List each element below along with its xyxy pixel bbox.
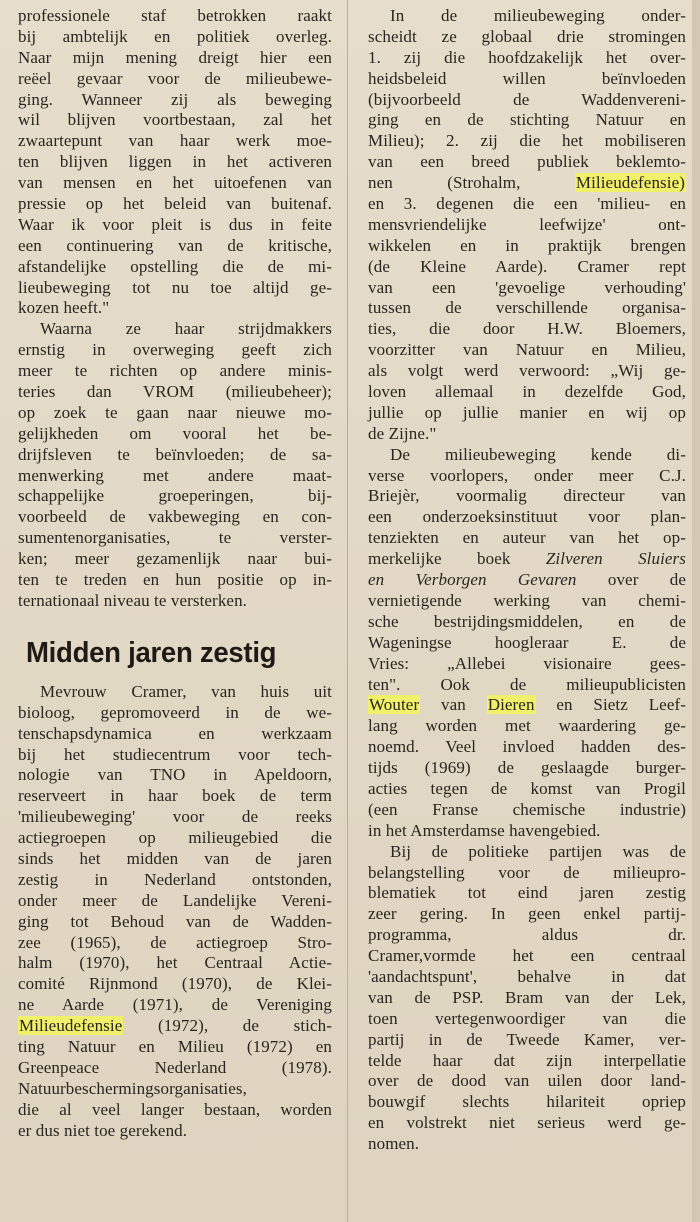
left-paragraph-3 [18, 682, 332, 1016]
article-line: reëel gevaar voor de milieubewe- [18, 68, 332, 88]
article-line: (een Franse chemische industrie) [368, 799, 686, 819]
highlighted-term: Wouter [369, 695, 420, 715]
article-line: als volgt werd verwoord: „Wij ge- [368, 361, 686, 381]
highlighted-term: Dieren [487, 695, 535, 715]
article-line: Mevrouw Cramer, van huis uit [40, 681, 332, 701]
article-line: professionele staf betrokken raakt [18, 6, 332, 25]
article-line: halm (1970), het Centraal Actie- [18, 953, 332, 973]
article-line: onder meer de Landelijke Vereni- [18, 890, 332, 910]
article-line: wil blijven voortbestaan, zal het [18, 110, 332, 130]
article-line: tijds (1969) de geslaagde burger- [368, 758, 686, 778]
article-line: sinds het midden van de jaren [18, 848, 332, 868]
article-line: jullie op jullie manier en wij op [368, 402, 686, 422]
article-line: Wageningse hoogleraar E. de [368, 632, 686, 652]
article-line: ging tot Behoud van de Wadden- [18, 911, 332, 931]
article-line: actiegroepen op milieugebied die [18, 828, 332, 848]
article-line: toen vertegenwoordiger van die [368, 1008, 686, 1028]
left-paragraph-1 [18, 6, 332, 319]
article-line: kozen heeft." [18, 298, 110, 318]
article-line: meer te richten op andere minis- [18, 361, 332, 381]
article-line: ten te treden en hun positie op in- [18, 570, 332, 590]
article-line: Briejèr, voormalig directeur van [368, 486, 686, 506]
article-line: ging en de stichting Natuur en [368, 110, 686, 130]
highlighted-term: Milieudefensie) [575, 173, 685, 193]
right-paragraph-2 [368, 445, 686, 549]
article-line: bij het studiecentrum voor tech- [18, 744, 332, 764]
article-line: Naar mijn mening dreigt hier een [18, 47, 332, 67]
left-column [18, 6, 332, 1141]
article-line: schappelijke groeperingen, bij- [18, 486, 332, 506]
article-line: ternationaal niveau te versterken. [18, 590, 248, 610]
article-line: Greenpeace Nederland (1978). [18, 1057, 332, 1077]
article-line: zee (1965), de actiegroep Stro- [18, 932, 332, 952]
right-paragraph-1 [368, 6, 686, 173]
article-line: Waar ik voor pleit is dus in feite [18, 214, 332, 234]
article-line: tenschapsdynamica en werkzaam [18, 723, 332, 743]
article-line: een continuering van de kritische, [18, 235, 332, 255]
article-line: loven allemaal in dezelfde God, [368, 382, 686, 402]
right-column [368, 6, 686, 1155]
article-line: tenziekten en auteur van het op- [368, 528, 686, 548]
article-line: vernietigende werking van chemi- [368, 590, 686, 610]
article-line: van de PSP. Bram van der Lek, [368, 987, 686, 1007]
article-line: bij ambtelijk en politiek overleg. [18, 26, 332, 46]
article-line: er dus niet toe gerekend. [18, 1120, 188, 1140]
article-line: heidsbeleid willen beïnvloeden [368, 68, 686, 88]
article-line: Natuurbeschermingsorganisaties, [18, 1078, 247, 1098]
book-title: Zilveren Sluiers [545, 549, 686, 569]
article-line: (de Kleine Aarde). Cramer rept [368, 256, 686, 276]
article-line: sche bestrijdingsmiddelen, en de [368, 611, 686, 631]
article-line: Vries: „Allebei visionaire gees- [368, 653, 686, 673]
article-line: nen (Strohalm, Milieudefensie) [368, 173, 685, 193]
section-heading: Midden jaren zestig [26, 636, 277, 669]
highlighted-term: Milieudefensie [19, 1016, 123, 1036]
article-line: over de dood van uilen door land- [368, 1071, 686, 1091]
article-line: lieubeweging tot nu toe altijd ge- [18, 277, 332, 297]
right-paragraph-3 [368, 842, 686, 1155]
left-paragraph-2 [18, 319, 332, 611]
article-line: bouwgif slechts hilariteit opriep [368, 1092, 686, 1112]
article-line: De milieubeweging kende di- [390, 444, 686, 464]
article-line: ten blijven liggen in het activeren [18, 152, 332, 172]
article-line: Wouter van Dieren en Sietz Leef- [369, 695, 686, 715]
article-line: noemd. Veel invloed hadden des- [368, 737, 686, 757]
article-line: 'milieubeweging' voor de reeks [18, 807, 332, 827]
article-line: bioloog, gepromoveerd in de we- [18, 702, 332, 722]
article-line: zwaartepunt van haar werk moe- [18, 131, 332, 151]
article-line: partij in de Tweede Kamer, ver- [368, 1029, 686, 1049]
article-line: wikkelen en in praktijk brengen [368, 235, 686, 255]
article-line: voorzitter van Natuur en Milieu, [368, 340, 686, 360]
article-line: op zoek te gaan naar nieuwe mo- [18, 402, 332, 422]
page-edge [692, 0, 700, 1222]
article-line: Milieudefensie (1972), de stich- [19, 1016, 332, 1036]
left-paragraph-3-tail [18, 1037, 332, 1141]
article-line: ken; meer gezamenlijk naar bui- [18, 549, 332, 569]
article-line: blematiek tot eind jaren zestig [368, 883, 686, 903]
article-line: drijfsleven te beïnvloeden; de sa- [18, 444, 332, 464]
article-line: en volstrekt niet serieus werd ge- [368, 1113, 686, 1133]
article-line: van mensen en het uitoefenen van [18, 173, 332, 193]
article-line: Milieu); 2. zij die het mobiliseren [368, 131, 686, 151]
article-line: voorbeeld de vakbeweging en con- [18, 507, 332, 527]
article-line: telde haar dat zijn interpellatie [368, 1050, 686, 1070]
article-line: die al veel langer bestaan, worden [18, 1099, 332, 1119]
article-line: ne Aarde (1971), de Vereniging [18, 995, 332, 1015]
article-line: teries dan VROM (milieubeheer); [18, 382, 332, 402]
article-line: afstandelijke opstelling die de mi- [18, 256, 332, 276]
article-line: lang worden met waardering ge- [368, 716, 686, 736]
article-line: de Zijne." [368, 423, 437, 443]
right-paragraph-2-cont [368, 591, 686, 695]
article-line: ten". Ook de milieupublicisten [368, 674, 686, 694]
article-line: Waarna ze haar strijdmakkers [40, 319, 332, 339]
article-line: van een breed publiek beklemto- [368, 152, 686, 172]
article-line: nomen. [368, 1134, 420, 1154]
article-line: ging. Wanneer zij als beweging [18, 89, 332, 109]
article-line: Cramer,vormde het een centraal [368, 946, 686, 966]
article-line: mensvriendelijke leefwijze' ont- [368, 214, 686, 234]
article-line: en Verborgen Gevaren over de [368, 570, 686, 590]
article-line: zeer gering. In geen enkel partij- [368, 904, 686, 924]
article-line: scheidt ze globaal drie stromingen [368, 26, 686, 46]
article-line: gelijkheden om vooral het be- [18, 423, 332, 443]
article-line: 'aandachtspunt', behalve in dat [368, 966, 686, 986]
article-line: Bij de politieke partijen was de [390, 841, 686, 861]
article-line: 1. zij die hoofdzakelijk het over- [368, 47, 686, 67]
article-line: acties tegen de komst van Progil [368, 778, 686, 798]
article-line: nologie van TNO in Apeldoorn, [18, 765, 332, 785]
article-line: belangstelling voor de milieupro- [368, 862, 686, 882]
article-line: merkelijke boek Zilveren Sluiers [368, 549, 686, 569]
article-line: verse voorlopers, onder meer C.J. [368, 465, 686, 485]
article-line: menwerking met andere maat- [18, 465, 332, 485]
article-line: in het Amsterdamse havengebied. [368, 820, 601, 840]
article-line: comité Rijnmond (1970), de Klei- [18, 974, 332, 994]
article-line: een onderzoeksinstituut voor plan- [368, 507, 686, 527]
column-divider [347, 0, 348, 1222]
article-line: tussen de verschillende organisa- [368, 298, 686, 318]
article-line: ting Natuur en Milieu (1972) en [18, 1036, 332, 1056]
right-paragraph-2-tail [368, 716, 686, 841]
article-line: reserveert in haar boek de term [18, 786, 332, 806]
article-line: sumentenorganisaties, te verster- [18, 528, 332, 548]
book-title: en Verborgen Gevaren [368, 570, 577, 590]
article-line: pressie op het beleid van buitenaf. [18, 194, 332, 214]
article-line: en 3. degenen die een 'milieu- en [368, 194, 686, 214]
article-line: van een 'gevoelige verhouding' [368, 277, 686, 297]
article-line: (bijvoorbeeld de Waddenvereni- [368, 89, 686, 109]
article-line: ernstig in overweging geeft zich [18, 340, 332, 360]
article-line: zestig in Nederland ontstonden, [18, 869, 332, 889]
right-paragraph-1-cont [368, 194, 686, 445]
article-line: In de milieubeweging onder- [390, 6, 686, 25]
article-line: programma, aldus dr. [368, 925, 686, 945]
article-line: ties, die door H.W. Bloemers, [368, 319, 686, 339]
